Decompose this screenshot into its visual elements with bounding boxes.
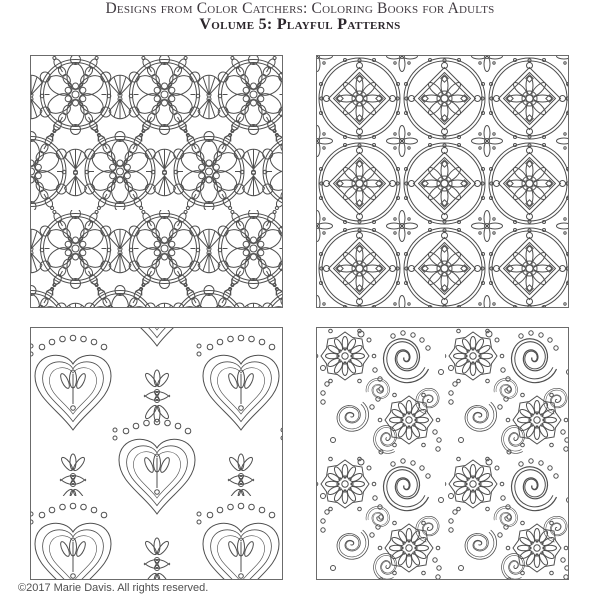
pattern-panel-hex-floral — [30, 55, 283, 308]
swirls-pattern-image — [317, 328, 568, 579]
pattern-panel-swirls — [316, 327, 569, 580]
hex-floral-pattern-image — [31, 56, 282, 307]
pattern-panel-hearts — [30, 327, 283, 580]
pattern-panel-diamond-lattice — [316, 55, 569, 308]
copyright-text: ©2017 Marie Davis. All rights reserved. — [18, 582, 209, 594]
hearts-pattern-image — [31, 328, 282, 579]
diamond-lattice-pattern-image — [317, 56, 568, 307]
book-title: Designs from Color Catchers: Coloring Books for Adults — [105, 0, 495, 17]
volume-subtitle: Volume 5: Playful Patterns — [199, 16, 401, 33]
